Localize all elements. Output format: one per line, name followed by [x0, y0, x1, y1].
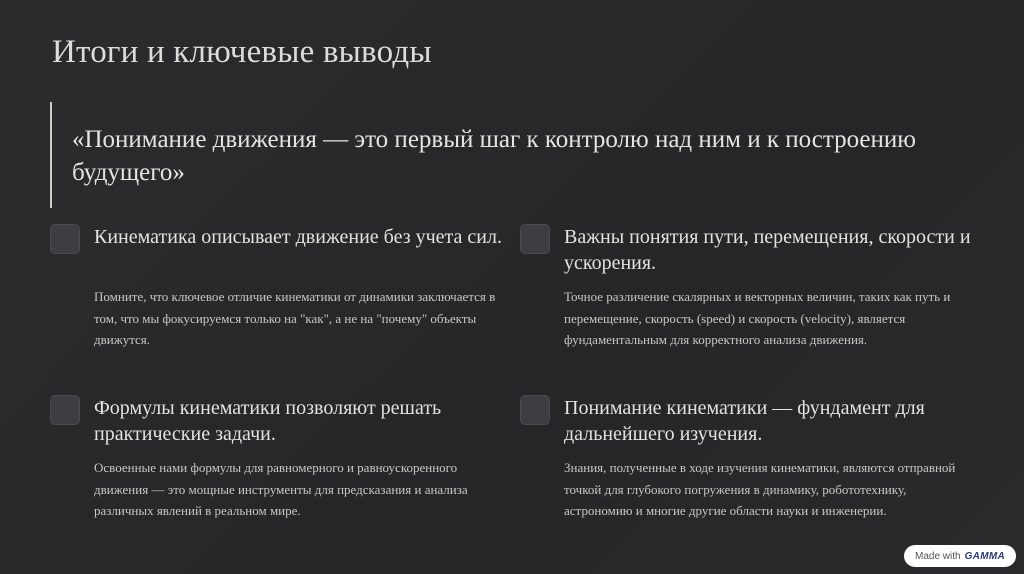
quote-bar — [50, 102, 52, 208]
card-title: Формулы кинематики позволяют решать практические задачи. — [94, 397, 442, 445]
card-text: Точное различение скалярных и векторных величин, таких как путь и перемещение, скорость (speed) и скорость (velocity), является фундаментальным для корректного анализа движения. — [564, 289, 951, 347]
badge-prefix: Made with — [915, 550, 961, 562]
made-with-gamma-badge[interactable] — [904, 545, 1016, 567]
checkbox-icon[interactable] — [520, 395, 550, 425]
quote-text: «Понимание движения — это первый шаг к контролю над ним и к построению будущего» — [72, 126, 916, 186]
gamma-logo: GAMMA — [964, 550, 1005, 562]
card-title: Важны понятия пути, перемещения, скорости и ускорения. — [564, 226, 971, 274]
card-title: Понимание кинематики — фундамент для дальнейшего изучения. — [564, 397, 925, 445]
slide-title: Итоги и ключевые выводы — [52, 34, 432, 70]
card-text: Знания, полученные в ходе изучения кинематики, являются отправной точкой для глубокого погружения в динамику, робототехнику, астрономию и многие другие области науки и инженерии. — [564, 460, 956, 518]
card-text: Помните, что ключевое отличие кинематики от динамики заключается в том, что мы фокусируемся только на "как", а не на "почему" объекты движутся. — [94, 289, 496, 347]
card-text: Освоенные нами формулы для равномерного и равноускоренного движения — это мощные инструменты для предсказания и анализа различных явлений в реальном мире. — [94, 460, 468, 518]
checkbox-icon[interactable] — [50, 395, 80, 425]
card-title: Кинематика описывает движение без учета сил. — [94, 226, 502, 248]
checkbox-icon[interactable] — [50, 224, 80, 254]
checkbox-icon[interactable] — [520, 224, 550, 254]
